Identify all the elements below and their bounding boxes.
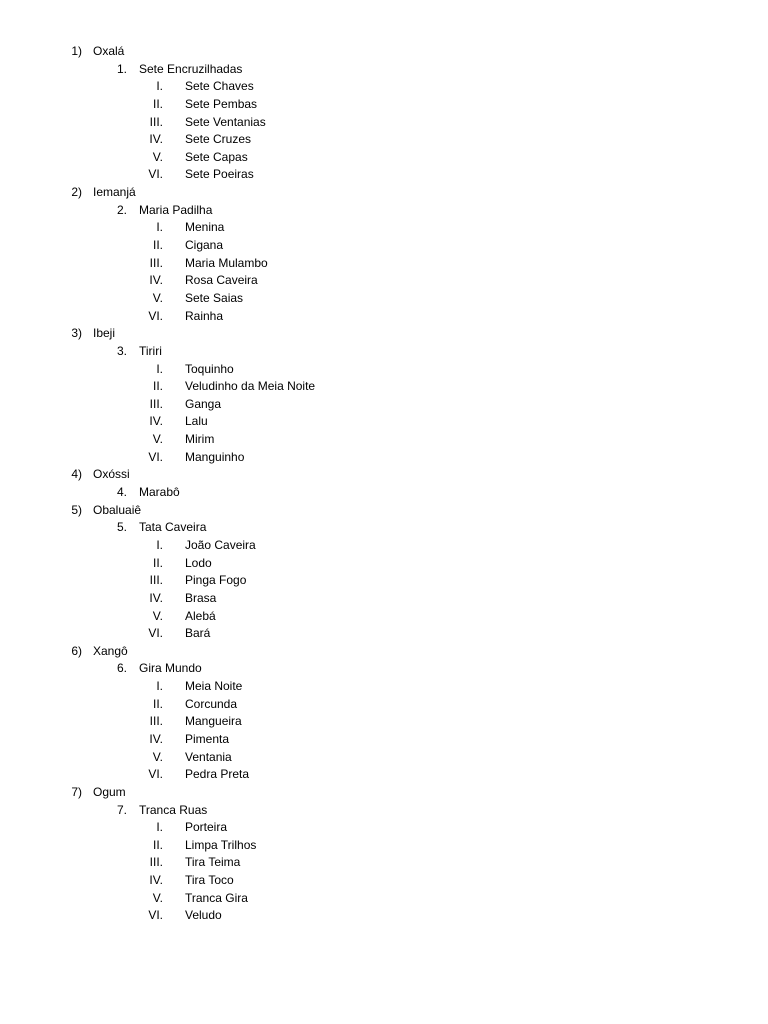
list-label: Ogum	[93, 784, 126, 799]
sub-entity-item	[0, 837, 768, 855]
list-number: 3.	[116, 343, 127, 358]
list-number: II.	[152, 379, 163, 394]
list-number: 1.	[116, 61, 127, 76]
list-label: Toquinho	[185, 361, 234, 376]
entity-item	[0, 660, 768, 678]
list-number: 1)	[71, 44, 82, 58]
list-number: 5)	[71, 502, 82, 517]
list-number: 4.	[116, 485, 127, 500]
list-label: Veludo	[185, 908, 222, 923]
list-label: Limpa Trilhos	[185, 837, 257, 852]
list-label: Tranca Ruas	[139, 802, 208, 817]
list-number: 6.	[116, 661, 127, 676]
list-label: Maria Padilha	[139, 202, 213, 217]
list-label: Oxalá	[93, 44, 125, 58]
sub-entity-item	[0, 608, 768, 626]
list-number: I.	[156, 820, 163, 835]
list-number: I.	[156, 220, 163, 235]
list-label: Lodo	[185, 555, 212, 570]
sub-entity-item	[0, 78, 768, 96]
list-label: Porteira	[185, 820, 228, 835]
list-label: Sete Cruzes	[185, 132, 252, 147]
sub-entity-item	[0, 361, 768, 379]
entity-item	[0, 61, 768, 79]
sub-entity-item	[0, 819, 768, 837]
list-label: Ibeji	[93, 326, 116, 341]
sub-entity-item	[0, 890, 768, 908]
sub-entity-item	[0, 766, 768, 784]
list-label: Sete Chaves	[185, 79, 254, 94]
list-label: Pinga Fogo	[185, 573, 247, 588]
list-label: Cigana	[185, 238, 224, 253]
list-number: II.	[152, 238, 163, 253]
list-label: Meia Noite	[185, 679, 243, 694]
list-label: Brasa	[185, 590, 217, 605]
list-number: III.	[149, 396, 163, 411]
sub-entity-item	[0, 731, 768, 749]
list-label: Tiriri	[139, 343, 162, 358]
list-number: IV.	[149, 132, 163, 147]
list-number: 7.	[116, 802, 127, 817]
list-label: Tata Caveira	[139, 520, 207, 535]
list-label: Manguinho	[185, 449, 245, 464]
list-label: Iemanjá	[93, 185, 136, 200]
sub-entity-item	[0, 872, 768, 890]
sub-entity-item	[0, 149, 768, 167]
list-label: Gira Mundo	[139, 661, 202, 676]
list-label: Tira Toco	[185, 873, 234, 888]
list-number: IV.	[149, 414, 163, 429]
list-number: II.	[152, 837, 163, 852]
list-number: 4)	[71, 467, 82, 482]
list-label: Tranca Gira	[185, 890, 248, 905]
list-number: III.	[149, 114, 163, 129]
entity-item	[0, 484, 768, 502]
list-number: III.	[149, 573, 163, 588]
document-outline	[0, 43, 768, 925]
list-label: Obaluaiê	[93, 502, 142, 517]
sub-entity-item	[0, 537, 768, 555]
sub-entity-item	[0, 114, 768, 132]
sub-entity-item	[0, 555, 768, 573]
sub-entity-item	[0, 378, 768, 396]
sub-entity-item	[0, 166, 768, 184]
list-label: Ganga	[185, 396, 222, 411]
entity-item	[0, 343, 768, 361]
list-number: I.	[156, 679, 163, 694]
sub-entity-item	[0, 854, 768, 872]
list-label: Xangô	[93, 643, 128, 658]
list-label: Rainha	[185, 308, 224, 323]
list-number: V.	[152, 890, 163, 905]
list-label: Sete Poeiras	[185, 167, 254, 182]
list-number: IV.	[149, 590, 163, 605]
sub-entity-item	[0, 308, 768, 326]
list-number: II.	[152, 696, 163, 711]
list-label: Tira Teima	[185, 855, 241, 870]
sub-entity-item	[0, 625, 768, 643]
list-number: IV.	[149, 873, 163, 888]
list-number: I.	[156, 79, 163, 94]
orixa-item	[0, 466, 768, 484]
list-number: I.	[156, 361, 163, 376]
list-number: V.	[152, 749, 163, 764]
list-number: VI.	[148, 626, 163, 641]
list-number: VI.	[148, 308, 163, 323]
sub-entity-item	[0, 449, 768, 467]
list-label: Veludinho da Meia Noite	[185, 379, 316, 394]
list-label: Mangueira	[185, 714, 242, 729]
list-label: Mirim	[185, 432, 215, 447]
orixa-item	[0, 325, 768, 343]
list-number: VI.	[148, 767, 163, 782]
list-number: IV.	[149, 273, 163, 288]
sub-entity-item	[0, 219, 768, 237]
list-number: 5.	[116, 520, 127, 535]
list-number: V.	[152, 432, 163, 447]
orixa-item	[0, 502, 768, 520]
sub-entity-item	[0, 237, 768, 255]
list-number: III.	[149, 855, 163, 870]
sub-entity-item	[0, 749, 768, 767]
sub-entity-item	[0, 696, 768, 714]
list-label: João Caveira	[185, 537, 256, 552]
list-label: Corcunda	[185, 696, 238, 711]
list-label: Pedra Preta	[185, 767, 250, 782]
sub-entity-item	[0, 255, 768, 273]
list-number: 3)	[71, 326, 82, 341]
list-label: Menina	[185, 220, 225, 235]
list-number: V.	[152, 149, 163, 164]
list-number: III.	[149, 714, 163, 729]
list-number: V.	[152, 608, 163, 623]
list-label: Ventania	[185, 749, 232, 764]
sub-entity-item	[0, 678, 768, 696]
sub-entity-item	[0, 272, 768, 290]
sub-entity-item	[0, 590, 768, 608]
sub-entity-item	[0, 131, 768, 149]
list-number: II.	[152, 96, 163, 111]
list-number: 6)	[71, 643, 82, 658]
orixa-item	[0, 784, 768, 802]
list-label: Marabô	[139, 485, 180, 500]
list-label: Maria Mulambo	[185, 255, 268, 270]
sub-entity-item	[0, 713, 768, 731]
list-label: Sete Capas	[185, 149, 248, 164]
list-number: 7)	[71, 784, 82, 799]
list-label: Sete Encruzilhadas	[139, 61, 243, 76]
list-number: V.	[152, 290, 163, 305]
list-number: I.	[156, 537, 163, 552]
list-label: Sete Pembas	[185, 96, 258, 111]
entity-item	[0, 519, 768, 537]
sub-entity-item	[0, 431, 768, 449]
orixa-item	[0, 184, 768, 202]
list-label: Lalu	[185, 414, 208, 429]
list-number: VI.	[148, 449, 163, 464]
list-number: 2)	[71, 185, 82, 200]
entity-item	[0, 802, 768, 820]
entity-item	[0, 202, 768, 220]
list-label: Rosa Caveira	[185, 273, 258, 288]
sub-entity-item	[0, 290, 768, 308]
list-label: Bará	[185, 626, 211, 641]
list-number: II.	[152, 555, 163, 570]
list-number: III.	[149, 255, 163, 270]
list-number: VI.	[148, 908, 163, 923]
orixa-item	[0, 643, 768, 661]
list-label: Pimenta	[185, 731, 230, 746]
list-label: Sete Saias	[185, 290, 244, 305]
sub-entity-item	[0, 572, 768, 590]
list-label: Sete Ventanias	[185, 114, 266, 129]
list-number: 2.	[116, 202, 127, 217]
orixa-item	[0, 43, 768, 61]
list-number: IV.	[149, 731, 163, 746]
list-number: VI.	[148, 167, 163, 182]
list-label: Oxóssi	[93, 467, 130, 482]
sub-entity-item	[0, 96, 768, 114]
sub-entity-item	[0, 413, 768, 431]
sub-entity-item	[0, 907, 768, 925]
list-label: Alebá	[185, 608, 216, 623]
sub-entity-item	[0, 396, 768, 414]
